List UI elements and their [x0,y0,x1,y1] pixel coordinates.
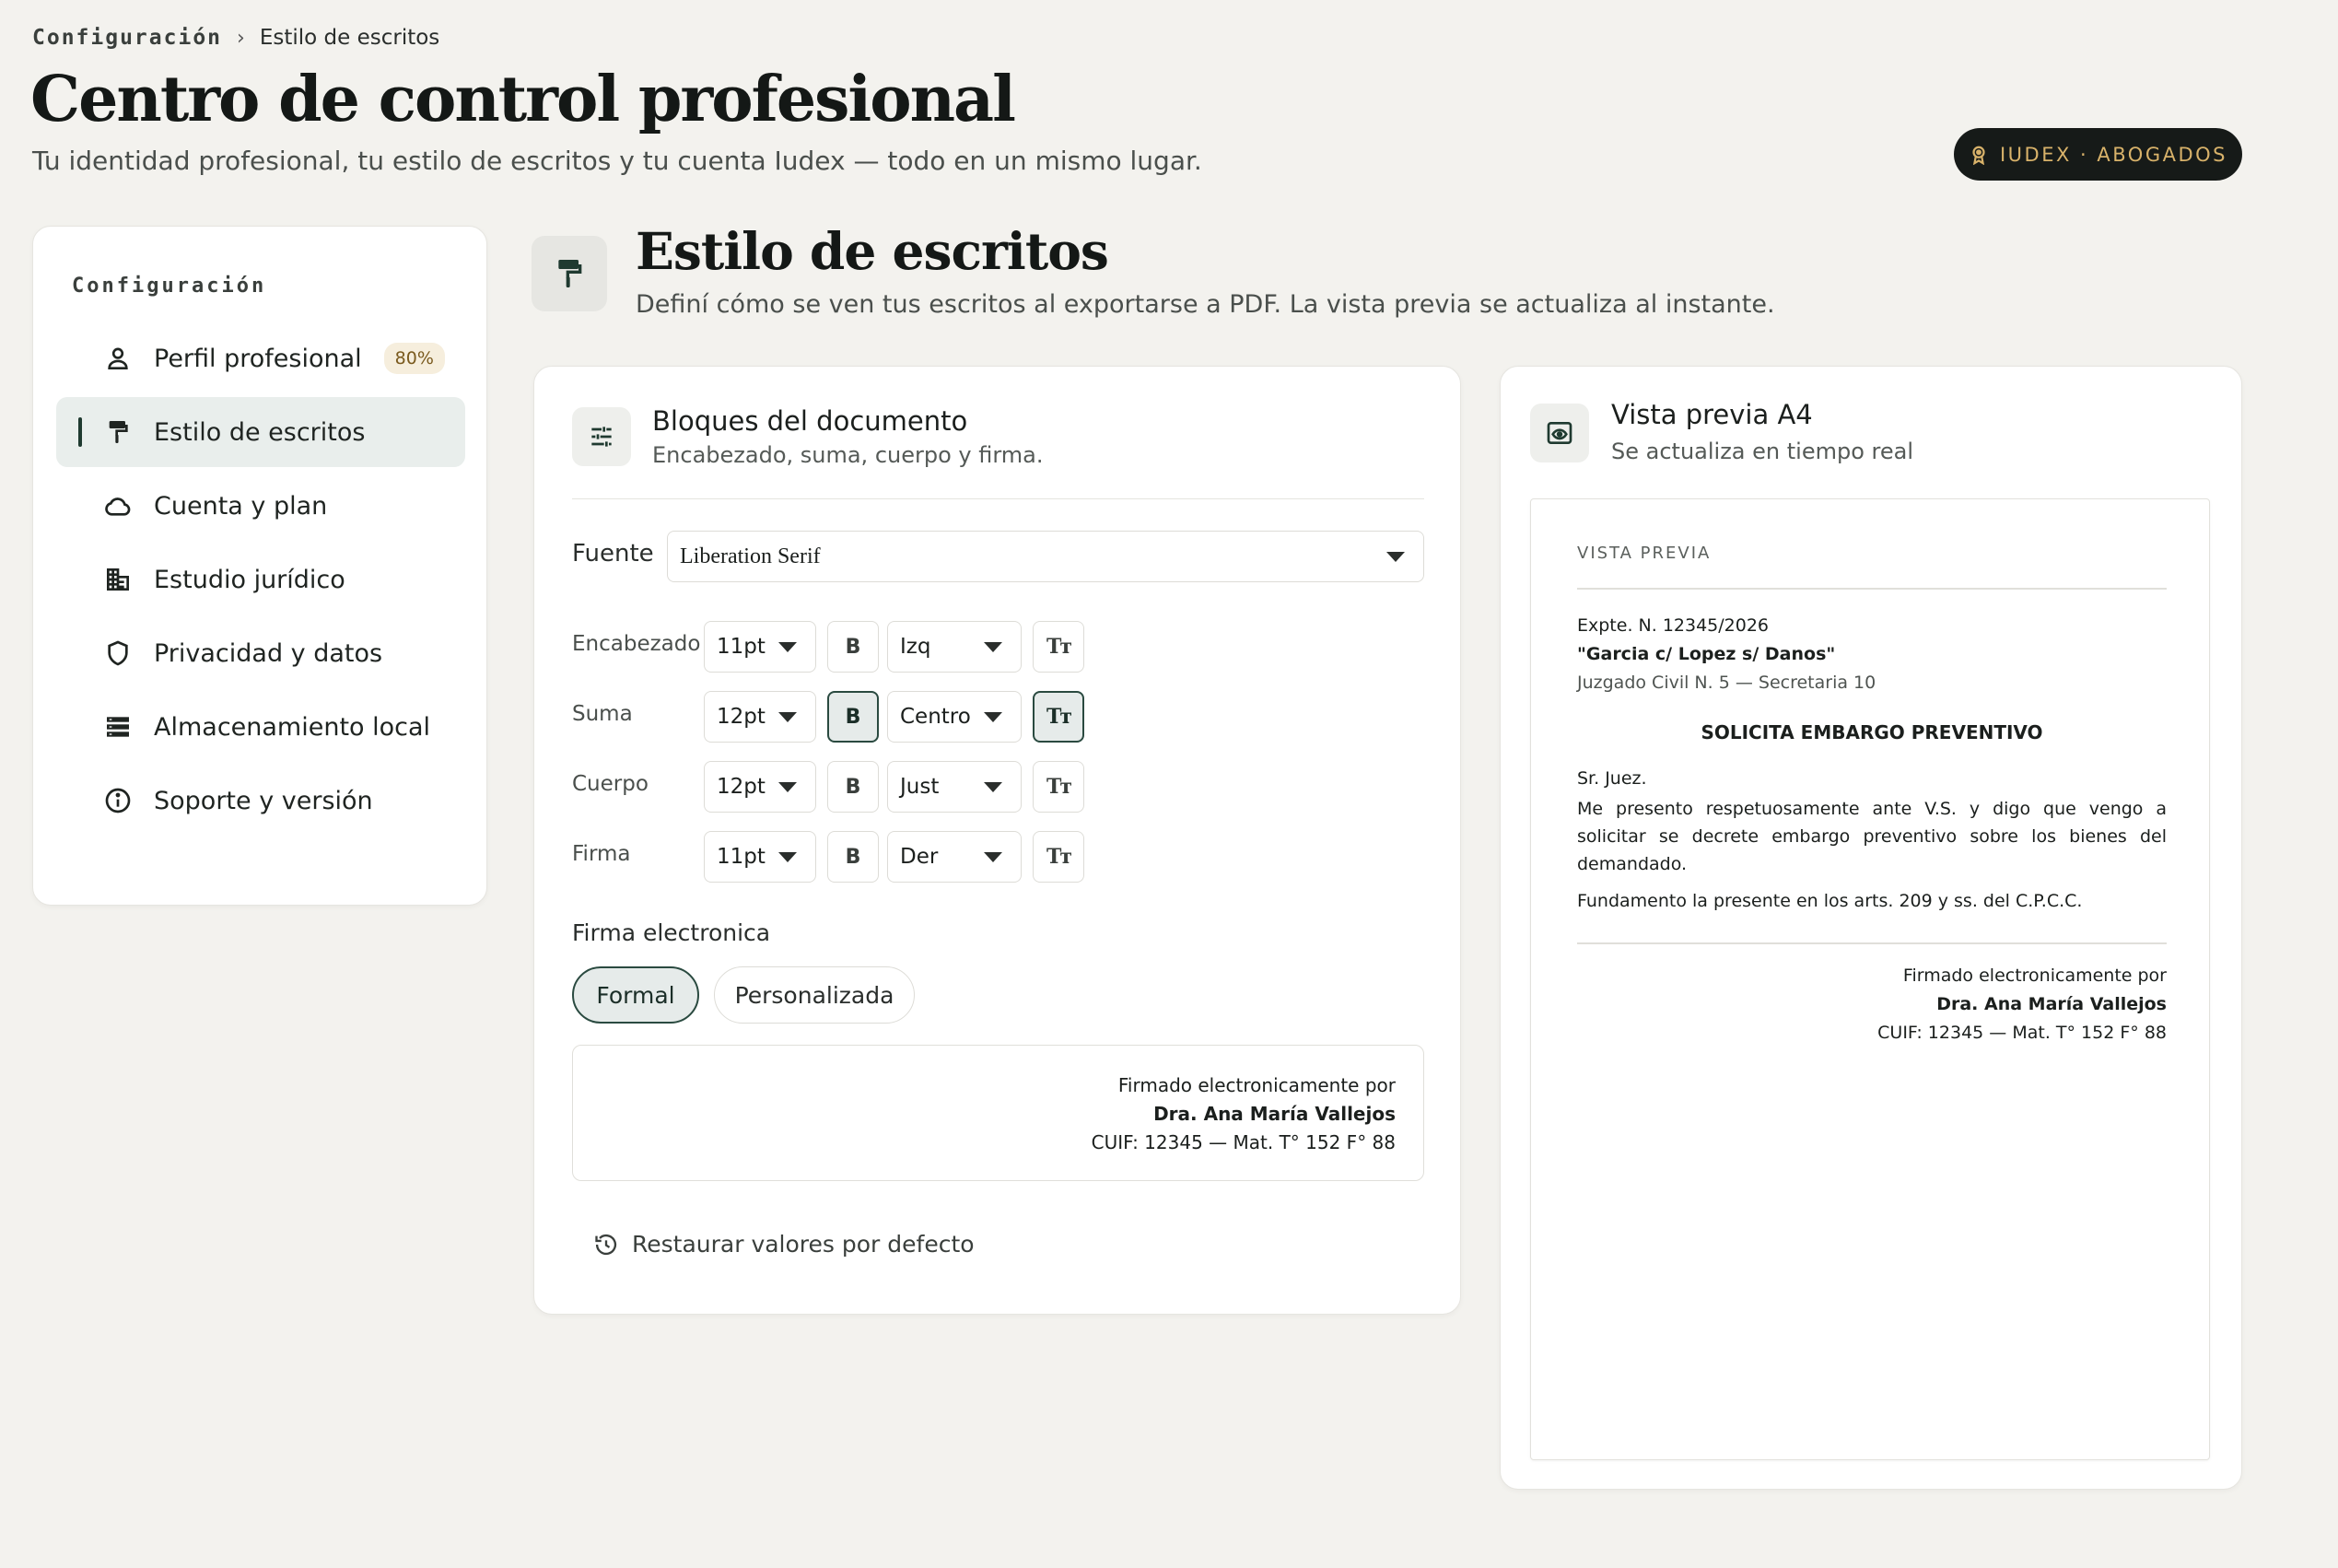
doc-signature-line: Firmado electronicamente por [1902,965,2167,986]
user-icon [102,343,134,374]
signature-line: Firmado electronicamente por [1117,1074,1396,1096]
bold-toggle-encabezado[interactable] [827,621,879,673]
bold-icon: B [845,845,861,869]
a4-page [1530,498,2210,1460]
sidebar-item-privacidad[interactable] [56,618,465,688]
sidebar-item-label: Estilo de escritos [154,417,366,447]
text-size-icon: Tт [1046,775,1070,799]
chevron-down-icon [1386,552,1405,562]
size-value: 11pt [717,635,766,659]
divider [1577,588,2167,590]
card-subtitle: Encabezado, suma, cuerpo y firma. [652,442,1044,468]
card-subtitle: Se actualiza en tiempo real [1611,439,1913,464]
align-select-cuerpo[interactable] [887,761,1022,813]
font-label: Fuente [572,540,654,568]
history-icon [593,1232,619,1258]
completion-badge: 80% [384,343,445,374]
doc-signature-name: Dra. Ana María Vallejos [1936,994,2167,1014]
a4-preview-card [1500,366,2242,1490]
chevron-down-icon [984,852,1002,862]
doc-caratula: "Garcia c/ Lopez s/ Danos" [1577,644,1836,664]
bold-toggle-cuerpo[interactable] [827,761,879,813]
chevron-down-icon [984,782,1002,792]
sidebar-item-label: Privacidad y datos [154,638,383,668]
paint-roller-icon [532,236,607,311]
text-size-icon: Tт [1046,705,1070,729]
bold-icon: B [845,775,861,799]
row-label-firma: Firma [572,842,631,866]
signature-label: Firma electronica [572,919,771,946]
align-value: Centro [900,705,971,729]
size-value: 12pt [717,775,766,799]
document-blocks-card [533,366,1461,1315]
brand-badge [1954,128,2242,181]
chevron-down-icon [778,852,797,862]
section-subtitle: Definí cómo se ven tus escritos al exportarse a PDF. La vista previa se actualiza al instante. [636,290,1775,319]
caps-toggle-encabezado[interactable] [1033,621,1084,673]
row-label-suma: Suma [572,702,633,726]
card-title: Vista previa A4 [1611,399,1813,430]
building-icon [102,564,134,595]
bold-icon: B [845,635,861,659]
bold-toggle-firma[interactable] [827,831,879,883]
sidebar-item-perfil[interactable] [56,323,465,393]
font-select[interactable] [667,531,1424,582]
restore-defaults-button[interactable] [593,1231,975,1258]
sidebar-item-almacenamiento[interactable] [56,692,465,762]
doc-juzgado: Juzgado Civil N. 5 — Secretaria 10 [1577,673,1876,693]
sidebar-item-label: Estudio jurídico [154,565,345,594]
section-title: Estilo de escritos [636,221,1108,281]
caps-toggle-suma[interactable] [1033,691,1084,743]
caps-toggle-firma[interactable] [1033,831,1084,883]
sidebar-item-estudio[interactable] [56,544,465,614]
sliders-icon [572,407,631,466]
paint-roller-icon [102,416,134,448]
eye-icon [1530,404,1589,462]
sidebar-item-label: Almacenamiento local [154,712,431,742]
card-title: Bloques del documento [652,405,968,437]
signature-credentials: CUIF: 12345 — Mat. T° 152 F° 88 [1091,1131,1396,1153]
restore-label: Restaurar valores por defecto [632,1231,975,1258]
sidebar-title: Configuración [72,275,267,298]
text-size-icon: Tт [1046,845,1070,869]
breadcrumb-root[interactable]: Configuración [32,26,223,50]
size-select-firma[interactable] [704,831,816,883]
align-value: Der [900,845,939,869]
sidebar-item-cuenta[interactable] [56,471,465,541]
size-select-cuerpo[interactable] [704,761,816,813]
divider [572,498,1424,499]
row-label-encabezado: Encabezado [572,632,701,656]
doc-suma: SOLICITA EMBARGO PREVENTIVO [1701,721,2043,743]
breadcrumb-current: Estilo de escritos [259,26,440,50]
signature-option-personalizada[interactable] [714,966,915,1024]
align-select-firma[interactable] [887,831,1022,883]
bold-icon: B [845,705,861,729]
chevron-down-icon [984,712,1002,722]
signature-name: Dra. Ana María Vallejos [1153,1103,1396,1125]
row-label-cuerpo: Cuerpo [572,772,649,796]
size-value: 12pt [717,705,766,729]
align-value: Just [900,775,940,799]
align-select-encabezado[interactable] [887,621,1022,673]
sidebar-item-estilo[interactable] [56,397,465,467]
size-select-suma[interactable] [704,691,816,743]
chevron-down-icon [778,642,797,652]
sidebar-item-label: Cuenta y plan [154,491,328,521]
chevron-right-icon: › [237,26,245,50]
chevron-down-icon [778,782,797,792]
signature-preview [572,1045,1424,1181]
size-value: 11pt [717,845,766,869]
signature-option-formal[interactable] [572,966,699,1024]
divider [1577,942,2167,944]
page-subtitle: Tu identidad profesional, tu estilo de escritos y tu cuenta Iudex — todo en un mismo lugar. [32,146,1202,176]
shield-icon [102,638,134,669]
sidebar-nav [56,323,465,839]
breadcrumb [32,26,439,50]
brand-badge-label: IUDEX · ABOGADOS [1999,143,2228,166]
text-size-icon: Tт [1046,635,1070,659]
doc-body-paragraph: Fundamento la presente en los arts. 209 y ss. del C.P.C.C. [1577,891,2083,911]
option-label: Formal [596,981,675,1009]
award-icon [1969,145,1989,165]
storage-icon [102,711,134,743]
doc-signature-credentials: CUIF: 12345 — Mat. T° 152 F° 88 [1877,1023,2167,1043]
doc-expte: Expte. N. 12345/2026 [1577,615,1770,636]
cloud-icon [102,490,134,521]
sidebar-item-label: Perfil profesional [154,344,362,373]
chevron-down-icon [984,642,1002,652]
doc-body-paragraph: Me presento respetuosamente ante V.S. y digo que vengo a solicitar se decrete embargo preventivo sobre los bienes del demandado. [1577,799,2167,874]
bold-toggle-suma[interactable] [827,691,879,743]
settings-sidebar [32,226,487,906]
preview-label: VISTA PREVIA [1577,544,1712,563]
info-icon [102,785,134,816]
sidebar-item-label: Soporte y versión [154,786,373,815]
size-select-encabezado[interactable] [704,621,816,673]
align-value: Izq [900,635,931,659]
option-label: Personalizada [734,981,894,1009]
sidebar-item-soporte[interactable] [56,766,465,836]
page-title: Centro de control profesional [30,63,1014,136]
caps-toggle-cuerpo[interactable] [1033,761,1084,813]
font-select-value: Liberation Serif [680,544,821,568]
align-select-suma[interactable] [887,691,1022,743]
doc-saludo: Sr. Juez. [1577,768,1647,789]
chevron-down-icon [778,712,797,722]
